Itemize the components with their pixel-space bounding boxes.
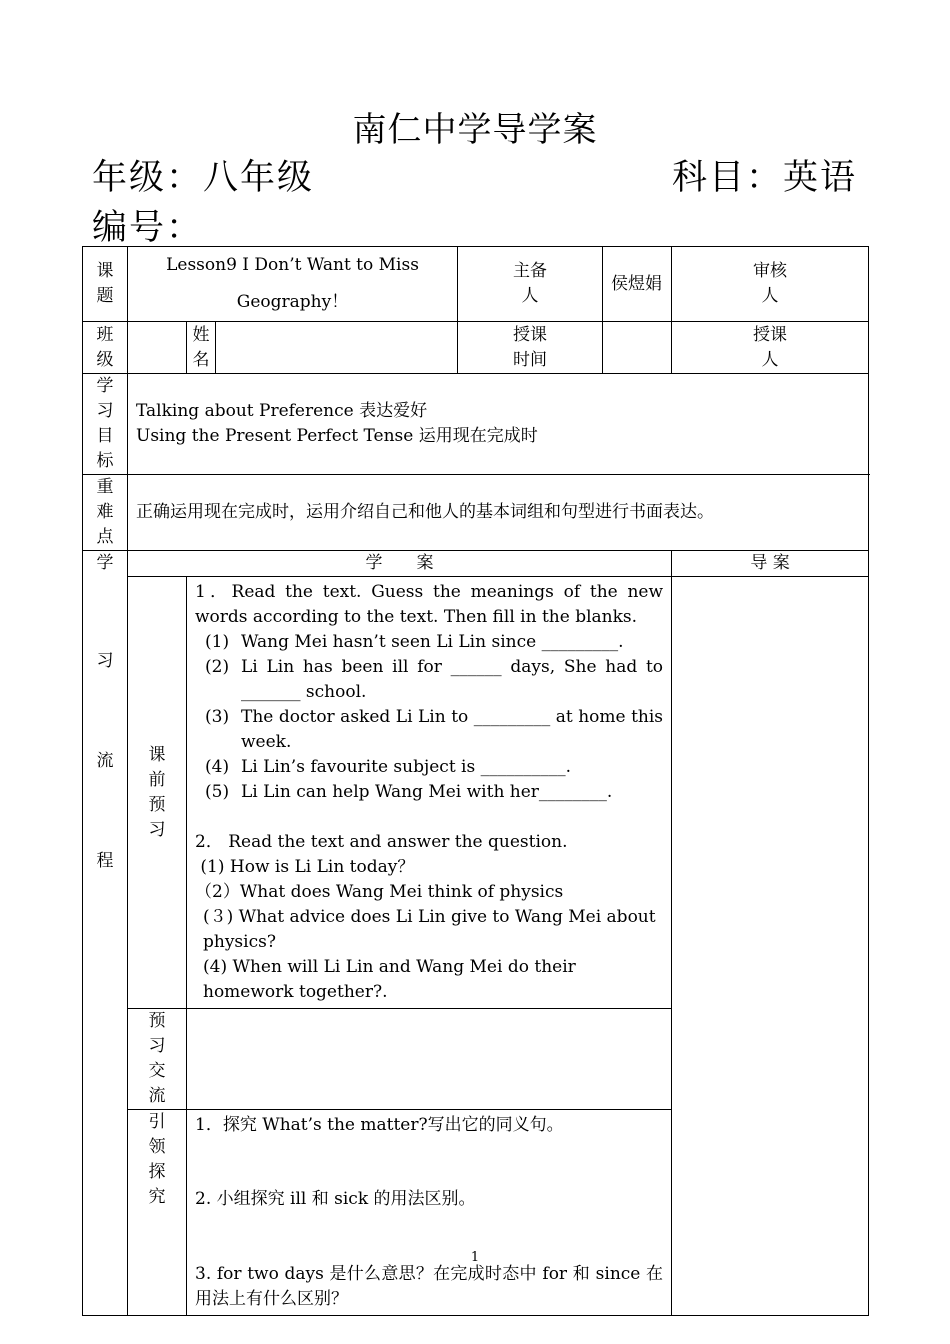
explore-content: [187, 1110, 672, 1316]
explore-label: 引 领 探 究: [128, 1110, 187, 1316]
key-points-label: 重 难 点: [83, 475, 128, 551]
process-char-4: 程: [96, 851, 114, 871]
teacher-label: 授课 人: [672, 322, 869, 374]
reviewer-label: 审核 人: [672, 247, 869, 322]
preview-content: [187, 577, 672, 1009]
name-label: 姓 名: [187, 322, 216, 374]
preview-q2-item: (4) When will Li Lin and Wang Mei do their homework together?.: [203, 957, 576, 1002]
goals-label: 学 习 目 标: [83, 374, 128, 475]
daoan-cell: [672, 577, 869, 1316]
page-number: 1: [470, 1250, 480, 1265]
goals-content: [128, 374, 869, 475]
grade-label: 年级：八年级: [92, 158, 315, 198]
page-title: 南仁中学导学案: [352, 110, 598, 150]
preparer-value: 侯煜娟: [603, 247, 672, 322]
process-char-2: 习: [96, 651, 114, 671]
topic-value: [128, 247, 458, 322]
class-label: 班 级: [83, 322, 128, 374]
time-label: 授课 时间: [458, 322, 603, 374]
process-char-3: 流: [96, 751, 114, 771]
explore-q1: 1．探究 What’s the matter?写出它的同义句。: [195, 1115, 564, 1135]
preview-q2-intro: 2． Read the text and answer the question.: [195, 832, 568, 852]
serial-label: 编号：: [92, 208, 204, 248]
preview-item: (3) The doctor asked Li Lin to _________ at home this week.: [205, 707, 664, 752]
preview-q2-item: (1) How is Li Lin today？: [195, 857, 415, 877]
xuean-header: 学 案: [128, 551, 672, 577]
class-value: [128, 322, 187, 374]
explore-q2: 2. 小组探究 ill 和 sick 的用法区别。: [195, 1189, 476, 1209]
subject-label: 科目：英语: [672, 158, 858, 198]
process-char-1: 学: [96, 553, 114, 573]
daoan-header: 导 案: [672, 551, 869, 577]
preview-q2-item: (３) What advice does Li Lin give to Wang Mei about physics?: [203, 907, 656, 952]
preview-item: (1) Wang Mei hasn’t seen Li Lin since _________.: [205, 632, 624, 652]
key-points-text: 正确运用现在完成时，运用介绍自己和他人的基本词组和句型进行书面表达。: [128, 475, 869, 551]
preview-item: (2) Li Lin has been ill for ______ days, She had to _______ school.: [205, 657, 664, 702]
topic-label: 课 题: [83, 247, 128, 322]
goal-line-1: Talking about Preference 表达爱好: [136, 401, 428, 421]
topic-line-2: Geography！: [236, 292, 349, 312]
exchange-content: [187, 1009, 672, 1110]
preview-item: (5) Li Lin can help Wang Mei with her________.: [205, 782, 613, 802]
exchange-label: 预 习 交 流: [128, 1009, 187, 1110]
time-value: [603, 322, 672, 374]
preview-label: 课 前 预 习: [128, 577, 187, 1009]
explore-q3: 3. for two days 是什么意思？在完成时态中 for 和 since 在用法上有什么区别？: [195, 1264, 664, 1309]
process-label: [83, 551, 128, 1316]
preparer-label: 主备 人: [458, 247, 603, 322]
topic-line-1: Lesson9 I Don’t Want to Miss: [166, 255, 419, 275]
preview-q2-item: （2）What does Wang Mei think of physics: [195, 882, 564, 902]
lesson-plan-table: [82, 246, 869, 1316]
name-value: [216, 322, 458, 374]
preview-q1-intro: 1．Read the text. Guess the meanings of the new words according to the text. Then fill in the blanks.: [195, 582, 664, 627]
preview-item: (4) Li Lin’s favourite subject is __________.: [205, 757, 572, 777]
goal-line-2: Using the Present Perfect Tense 运用现在完成时: [136, 426, 538, 446]
